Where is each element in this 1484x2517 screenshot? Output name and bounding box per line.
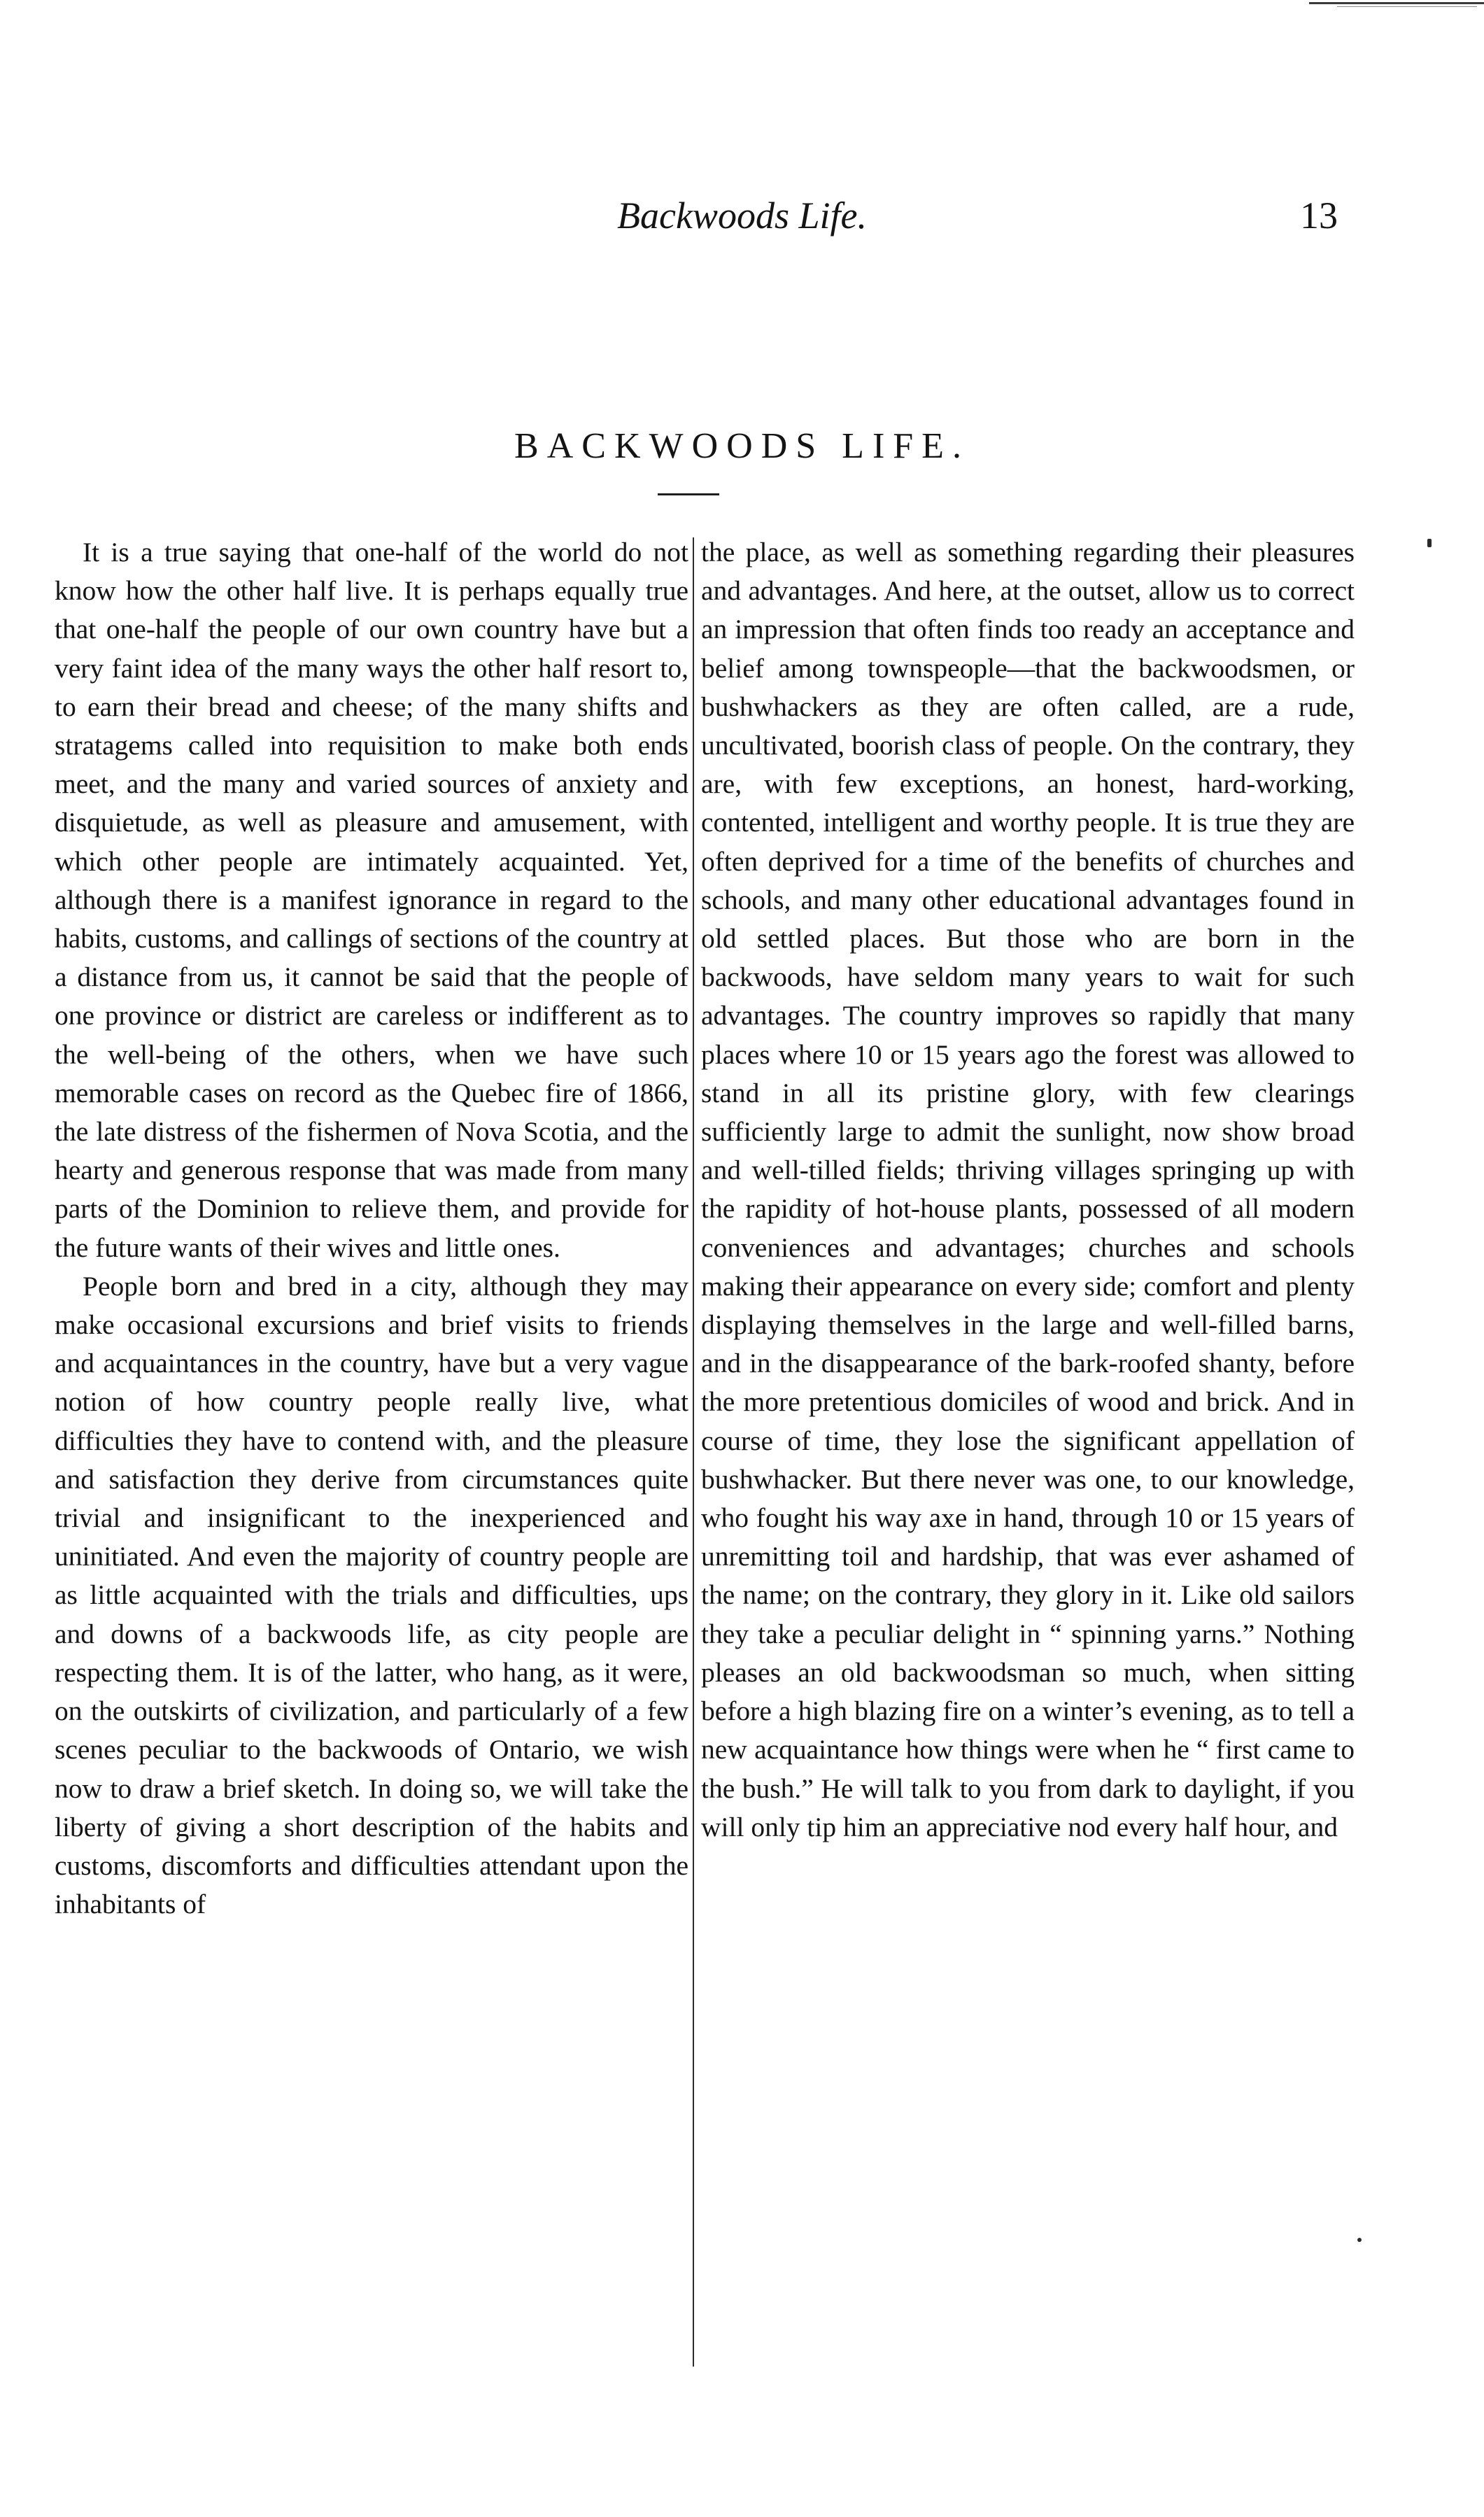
edge-rule-thin (1337, 6, 1477, 7)
paragraph: People born and bred in a city, although they may make occasional excursions and brief visits to friends and acquaintances in the country, have but a very vague notion of how country people really live, what difficulties they have to contend with, and the pleasure and satisfaction they derive from circumstances quite trivial and insignificant to the inexperienced and uninitiated. And even the majority of country people are as little acquainted with the trials and difficulties, ups and downs of a backwoods life, as city people are respecting them. It is of the latter, who hang, as it were, on the outskirts of civilization, and particularly of a few scenes peculiar to the backwoods of Ontario, we wish now to draw a brief sketch. In doing so, we will take the liberty of giving a short description of the habits and customs, discomforts and difficulties attendant upon the inhabitants of (55, 1270, 688, 1920)
article-title: BACKWOODS LIFE. (514, 426, 970, 466)
page-edge-marks (1302, 0, 1484, 10)
edge-rule (1309, 2, 1484, 4)
right-column (701, 533, 1355, 2381)
page-number: 13 (1300, 195, 1338, 237)
title-rule (658, 493, 719, 495)
margin-mark (1427, 539, 1432, 547)
margin-dot (1357, 2238, 1362, 2242)
paragraph: the place, as well as something regarding their pleasures and advantages. And here, at the outset, allow us to correct an impression that often finds too ready an acceptance and belief among townspeople—that the backwoodsmen, or bushwhackers as they are often called, are a rude, uncultivated, boorish class of people. On the contrary, they are, with few exceptions, an honest, hard-working, contented, intelligent and worthy people. It is true they are often deprived for a time of the benefits of churches and schools, and many other educational advantages found in old settled places. But those who are born in the backwoods, have seldom many years to wait for such advantages. The country improves so rapidly that many places where 10 or 15 years ago the forest was allowed to stand in all its pristine glory, with few clearings sufficiently large to admit the sunlight, now show broad and well-tilled fields; thriving villages springing up with the rapidity of hot-house plants, possessed of all modern conveniences and advantages; churches and schools making their appearance on every side; comfort and plenty displaying themselves in the large and well-filled barns, and in the disappearance of the bark-roofed shanty, before the more pretentious domiciles of wood and brick. And in course of time, they lose the significant appellation of bushwhacker. But there never was one, to our knowledge, who fought his way axe in hand, through 10 or 15 years of unremitting toil and hardship, that was ever ashamed of the name; on the contrary, they glory in it. Like old sailors they take a peculiar delight in “ spinning yarns.” Nothing pleases an old backwoodsman so much, when sitting before a high blazing fire on a winter’s evening, as to tell a new acquaintance how things were when he “ first came to the bush.” He will talk to you from dark to daylight, if you will only tip him an appreciative nod every half hour, and (701, 537, 1355, 1842)
paragraph: It is a true saying that one-half of the world do not know how the other half live. It is perhaps equally true that one-half the people of our own country have but a very faint idea of the many ways the other half resort to, to earn their bread and cheese; of the many shifts and stratagems called into requisition to make both ends meet, and the many and varied sources of anxiety and disquietude, as well as pleasure and amusement, with which other people are intimately acquainted. Yet, although there is a manifest ignorance in regard to the habits, customs, and callings of sections of the country at a distance from us, it cannot be said that the people of one province or district are careless or indifferent as to the well-being of the others, when we have such memorable cases on record as the Quebec fire of 1866, the late distress of the fishermen of Nova Scotia, and the hearty and generous response that was made from many parts of the Dominion to relieve them, and provide for the future wants of their wives and little ones. (55, 537, 688, 1263)
left-column (55, 533, 688, 2381)
running-title: Backwoods Life. (617, 195, 867, 237)
column-divider (693, 537, 694, 2367)
running-head (0, 188, 1484, 251)
